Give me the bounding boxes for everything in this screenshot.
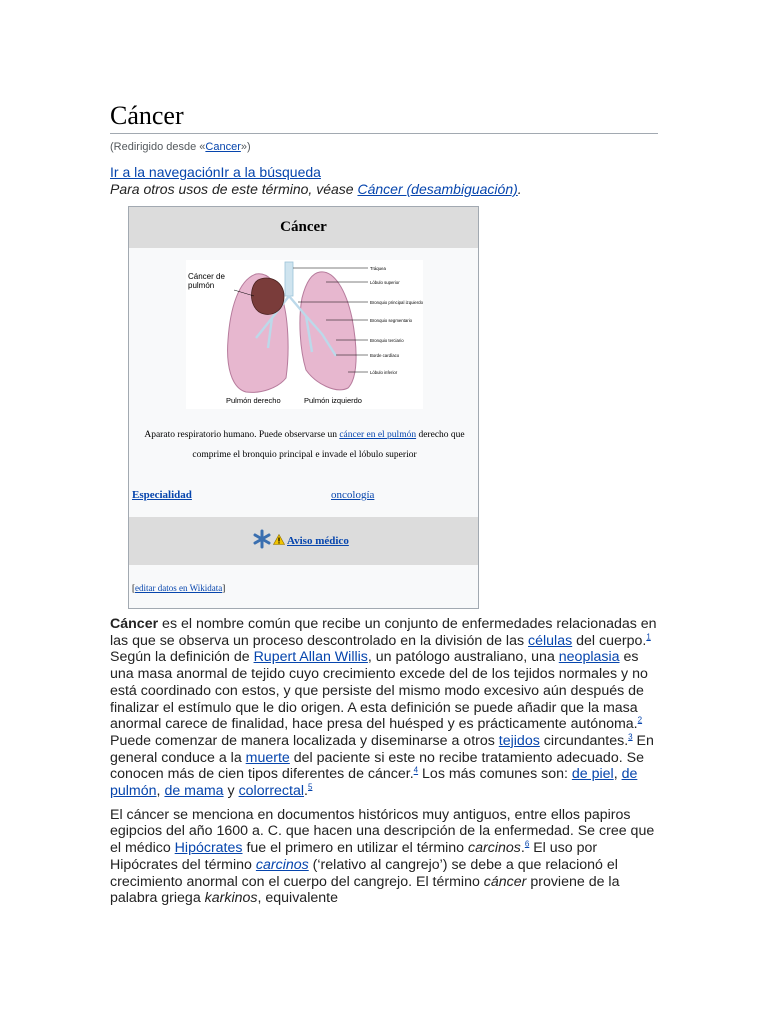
term-bold: Cáncer — [110, 616, 159, 632]
link-de-pulmon[interactable]: de pulmón — [110, 766, 638, 800]
label-pulmon-derecho: Pulmón derecho — [226, 396, 281, 405]
label-lobulo-inferior: Lóbulo inferior — [370, 370, 398, 375]
warning-icon — [273, 534, 285, 548]
caption-link[interactable]: cáncer en el pulmón — [339, 430, 417, 440]
ref-5[interactable]: 5 — [307, 782, 313, 792]
redirect-prefix: (Redirigido desde « — [110, 141, 206, 153]
tumor-shape — [252, 278, 285, 314]
article-body — [110, 616, 658, 914]
label-lobulo-superior: Lóbulo superior — [370, 280, 400, 285]
infobox-caption — [135, 425, 474, 465]
text: Los más comunes son: — [418, 766, 572, 783]
bottom-labels — [226, 396, 362, 405]
text: del paciente si este no recibe tratamiento adecuado. Se conocen más de cien tipos diferentes de cáncer. — [110, 749, 644, 783]
italic-term: karkinos — [204, 890, 258, 907]
label-bronquio-terciario: Bronquio terciario — [370, 338, 404, 343]
text: es una masa anormal de tejido cuyo crecimiento excede del de los tejidos normales y no está coordinado con estos, y que persiste del mismo modo excesivo aún después de finalizar el estímulo que le dio origen. A esta definición se puede añadir que la masa anormal carece de finalidad, hace presa del huésped y es prácticamente autónoma. — [110, 649, 648, 733]
infobox-title: Cáncer — [129, 207, 478, 248]
caption-pre: Aparato respiratorio humano. Puede observarse un — [144, 430, 340, 440]
jump-links[interactable] — [110, 164, 321, 180]
text: circundantes. — [539, 732, 629, 749]
text: fue el primero en utilizar el término — [242, 840, 469, 857]
text: , un patólogo australiano, una — [367, 649, 559, 666]
specialty-label-link[interactable]: Especialidad — [132, 489, 192, 501]
text: del cuerpo. — [572, 632, 647, 649]
link-hipocrates[interactable]: Hipócrates — [174, 840, 243, 857]
text: Según la definición de — [110, 649, 254, 666]
link-de-piel[interactable]: de piel — [571, 766, 614, 783]
redirect-link[interactable]: Cancer — [205, 141, 241, 153]
label-borde-cardiaco: Borde cardíaco — [370, 353, 400, 358]
text: En general conduce a la — [110, 732, 654, 766]
link-neoplasia[interactable]: neoplasia — [558, 649, 620, 666]
medical-star-icon — [253, 529, 271, 552]
caption-post: derecho que comprime el bronquio principal e invade el lóbulo superior — [192, 430, 465, 460]
label-pulmon-izquierdo: Pulmón izquierdo — [304, 396, 362, 405]
page-title: Cáncer — [110, 100, 658, 134]
link-celulas[interactable]: células — [528, 632, 573, 649]
disambiguation-link[interactable]: Cáncer (desambiguación) — [357, 181, 518, 197]
infobox — [128, 206, 479, 609]
jump-navigation-link[interactable]: Ir a la navegaciónIr a la búsqueda — [110, 164, 321, 180]
medical-notice-link[interactable]: Aviso médico — [287, 534, 349, 547]
right-side-labels — [370, 266, 423, 375]
link-tejidos[interactable]: tejidos — [498, 732, 540, 749]
text: , — [613, 766, 622, 783]
text: , equivalente — [257, 890, 338, 907]
italic-term: carcinos — [468, 840, 521, 857]
label-traquea: Tráquea — [370, 266, 386, 271]
redirect-note — [110, 141, 251, 153]
ref-1[interactable]: 1 — [646, 631, 651, 641]
specialty-value-link[interactable]: oncología — [331, 489, 375, 501]
link-rupert-willis[interactable]: Rupert Allan Willis — [253, 649, 368, 666]
hatnote-end: . — [517, 181, 522, 197]
text: . — [304, 783, 308, 800]
redirect-suffix: ») — [240, 141, 251, 153]
text: proviene de la palabra griega — [110, 873, 620, 907]
text: y — [223, 783, 239, 800]
ref-2[interactable]: 2 — [637, 715, 643, 725]
link-colorrectal[interactable]: colorrectal — [238, 783, 305, 800]
label-bronquio-principal: Bronquio principal izquierdo — [370, 300, 423, 305]
text: El cáncer se menciona en documentos históricos muy antiguos, entre ellos papiros egipcios del año 1600 a. C. que hacen una descripción de la enfermedad. Se cree que el médico — [110, 806, 655, 857]
hatnote-text: Para otros usos de este término, véase — [110, 181, 358, 197]
ref-4[interactable]: 4 — [413, 765, 419, 775]
label-bronquio-segmentario: Bronquio segmentario — [370, 318, 413, 323]
ref-6[interactable]: 6 — [524, 839, 530, 849]
text: (‘relativo al cangrejo’) se debe a que relacionó el crecimiento anormal con el cuerpo del cangrejo. El término — [110, 856, 618, 890]
text: El uso por Hipócrates del término — [110, 840, 598, 873]
link-de-mama[interactable]: de mama — [164, 783, 224, 800]
edit-bracket-close: ] — [222, 583, 226, 593]
text: es el nombre común que recibe un conjunto de enfermedades relacionadas en las que se observa un proceso descontrolado en la división de las — [110, 616, 657, 649]
paragraph-2 — [110, 807, 658, 907]
wikidata-edit-link[interactable]: editar datos en Wikidata — [135, 583, 223, 593]
ref-3[interactable]: 3 — [628, 732, 633, 742]
trachea-shape — [285, 262, 293, 296]
wikidata-edit — [132, 583, 225, 593]
lung-illustration-svg — [186, 260, 423, 409]
link-carcinos[interactable]: carcinos — [255, 856, 309, 873]
edit-bracket-open: [ — [132, 583, 135, 593]
text: Puede comenzar de manera localizada y diseminarse a otros — [110, 732, 499, 749]
italic-term: cáncer — [483, 873, 527, 890]
hatnote — [110, 181, 522, 197]
medical-notice-row — [129, 517, 478, 565]
text: , — [156, 783, 165, 800]
text: . — [520, 840, 525, 857]
link-muerte[interactable]: muerte — [245, 749, 290, 766]
label-cancer-pulmon: Cáncer de pulmón — [188, 272, 225, 290]
paragraph-1 — [110, 616, 658, 800]
lung-cancer-illustration[interactable] — [186, 260, 423, 409]
